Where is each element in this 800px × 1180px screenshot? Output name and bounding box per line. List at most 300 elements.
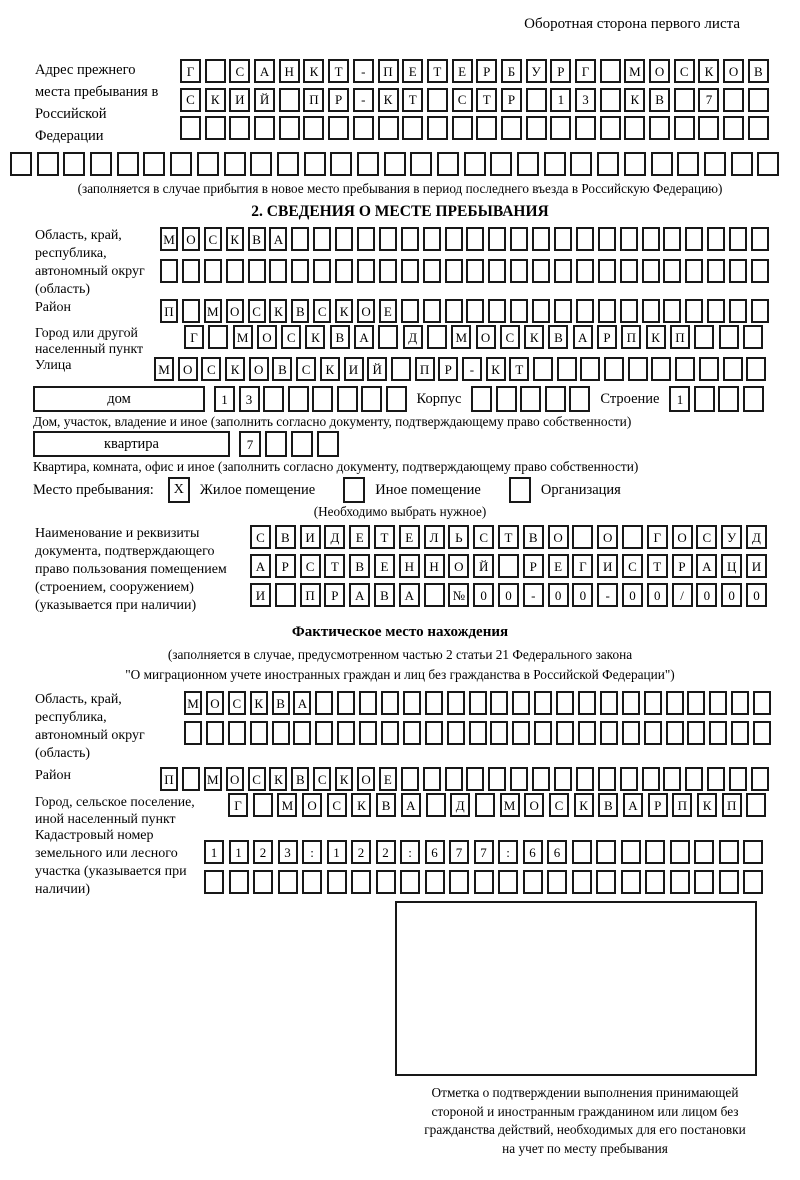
char-cell[interactable]: Т [328, 59, 349, 83]
char-cell[interactable]: Д [450, 793, 470, 817]
char-cell[interactable] [743, 870, 763, 894]
char-cell[interactable] [427, 325, 447, 349]
char-cell[interactable]: П [672, 793, 692, 817]
char-cell[interactable]: А [401, 793, 421, 817]
char-cell[interactable] [723, 88, 744, 112]
char-cell[interactable] [604, 357, 624, 381]
char-cell[interactable] [490, 721, 508, 745]
char-cell[interactable]: Т [427, 59, 448, 83]
char-cell[interactable] [337, 691, 355, 715]
char-cell[interactable]: С [313, 299, 331, 323]
char-cell[interactable] [731, 721, 749, 745]
char-cell[interactable]: 0 [721, 583, 742, 607]
char-cell[interactable] [498, 554, 519, 578]
char-cell[interactable] [526, 116, 547, 140]
char-cell[interactable]: С [473, 525, 494, 549]
char-cell[interactable]: В [248, 227, 266, 251]
residence-checkbox-zhiloe[interactable]: X [168, 477, 190, 503]
char-cell[interactable]: - [597, 583, 618, 607]
char-cell[interactable] [554, 227, 572, 251]
char-cell[interactable] [357, 227, 375, 251]
char-cell[interactable] [401, 259, 419, 283]
char-cell[interactable]: Т [509, 357, 529, 381]
char-cell[interactable]: Р [275, 554, 296, 578]
char-cell[interactable]: П [160, 299, 178, 323]
char-cell[interactable]: С [180, 88, 201, 112]
char-cell[interactable] [569, 386, 590, 412]
char-cell[interactable]: У [721, 525, 742, 549]
char-cell[interactable]: Р [672, 554, 693, 578]
char-cell[interactable]: О [723, 59, 744, 83]
char-cell[interactable] [743, 325, 763, 349]
char-cell[interactable] [751, 767, 769, 791]
char-cell[interactable]: К [250, 691, 268, 715]
char-cell[interactable] [253, 793, 273, 817]
char-cell[interactable] [694, 325, 714, 349]
char-cell[interactable] [677, 152, 699, 176]
char-cell[interactable] [532, 227, 550, 251]
char-cell[interactable] [361, 386, 382, 412]
char-cell[interactable] [598, 299, 616, 323]
char-cell[interactable] [427, 116, 448, 140]
char-cell[interactable]: О [257, 325, 277, 349]
char-cell[interactable] [288, 386, 309, 412]
char-cell[interactable]: С [674, 59, 695, 83]
char-cell[interactable]: С [228, 691, 246, 715]
char-cell[interactable]: Е [379, 767, 397, 791]
char-cell[interactable] [731, 152, 753, 176]
char-cell[interactable] [598, 767, 616, 791]
char-cell[interactable] [554, 259, 572, 283]
char-cell[interactable]: 2 [376, 840, 396, 864]
char-cell[interactable] [117, 152, 139, 176]
char-cell[interactable] [330, 152, 352, 176]
char-cell[interactable]: В [374, 583, 395, 607]
char-cell[interactable] [532, 299, 550, 323]
char-cell[interactable] [719, 325, 739, 349]
char-cell[interactable]: 7 [449, 840, 469, 864]
char-cell[interactable]: С [327, 793, 347, 817]
char-cell[interactable] [685, 259, 703, 283]
char-cell[interactable]: С [296, 357, 316, 381]
char-cell[interactable] [649, 116, 670, 140]
char-cell[interactable] [729, 767, 747, 791]
char-cell[interactable]: М [451, 325, 471, 349]
char-cell[interactable] [707, 227, 725, 251]
char-cell[interactable] [694, 840, 714, 864]
char-cell[interactable]: С [696, 525, 717, 549]
char-cell[interactable] [182, 299, 200, 323]
char-cell[interactable] [250, 152, 272, 176]
char-cell[interactable]: К [226, 227, 244, 251]
char-cell[interactable]: О [357, 767, 375, 791]
char-cell[interactable] [510, 227, 528, 251]
char-cell[interactable] [666, 691, 684, 715]
char-cell[interactable] [384, 152, 406, 176]
char-cell[interactable] [523, 870, 543, 894]
char-cell[interactable] [312, 386, 333, 412]
char-cell[interactable] [545, 386, 566, 412]
char-cell[interactable]: Б [501, 59, 522, 83]
char-cell[interactable]: Е [399, 525, 420, 549]
char-cell[interactable]: К [269, 299, 287, 323]
char-cell[interactable] [466, 299, 484, 323]
char-cell[interactable]: 1 [327, 840, 347, 864]
char-cell[interactable]: В [291, 299, 309, 323]
char-cell[interactable] [182, 767, 200, 791]
char-cell[interactable] [597, 152, 619, 176]
char-cell[interactable] [663, 227, 681, 251]
char-cell[interactable]: С [313, 767, 331, 791]
char-cell[interactable] [423, 767, 441, 791]
char-cell[interactable]: П [303, 88, 324, 112]
residence-checkbox-inoe[interactable] [343, 477, 365, 503]
char-cell[interactable] [278, 870, 298, 894]
char-cell[interactable] [576, 259, 594, 283]
char-cell[interactable] [437, 152, 459, 176]
char-cell[interactable]: В [272, 357, 292, 381]
char-cell[interactable]: С [500, 325, 520, 349]
char-cell[interactable] [452, 116, 473, 140]
char-cell[interactable] [719, 870, 739, 894]
char-cell[interactable] [445, 259, 463, 283]
char-cell[interactable] [753, 721, 771, 745]
char-cell[interactable] [501, 116, 522, 140]
char-cell[interactable]: О [524, 793, 544, 817]
char-cell[interactable] [651, 357, 671, 381]
char-cell[interactable] [600, 691, 618, 715]
char-cell[interactable] [729, 259, 747, 283]
char-cell[interactable]: : [302, 840, 322, 864]
char-cell[interactable] [423, 227, 441, 251]
char-cell[interactable] [476, 116, 497, 140]
char-cell[interactable]: 7 [474, 840, 494, 864]
char-cell[interactable] [578, 691, 596, 715]
char-cell[interactable]: Е [349, 525, 370, 549]
char-cell[interactable]: И [300, 525, 321, 549]
char-cell[interactable]: А [399, 583, 420, 607]
char-cell[interactable]: О [448, 554, 469, 578]
char-cell[interactable]: С [452, 88, 473, 112]
char-cell[interactable] [723, 116, 744, 140]
char-cell[interactable] [709, 691, 727, 715]
char-cell[interactable] [229, 870, 249, 894]
char-cell[interactable] [423, 259, 441, 283]
char-cell[interactable] [423, 299, 441, 323]
char-cell[interactable] [182, 259, 200, 283]
char-cell[interactable]: К [574, 793, 594, 817]
char-cell[interactable] [642, 767, 660, 791]
char-cell[interactable]: Р [438, 357, 458, 381]
char-cell[interactable]: А [354, 325, 374, 349]
char-cell[interactable] [572, 525, 593, 549]
char-cell[interactable]: - [353, 88, 374, 112]
char-cell[interactable]: - [353, 59, 374, 83]
char-cell[interactable]: О [206, 691, 224, 715]
char-cell[interactable]: К [305, 325, 325, 349]
char-cell[interactable]: Е [379, 299, 397, 323]
char-cell[interactable] [550, 116, 571, 140]
char-cell[interactable]: : [400, 840, 420, 864]
char-cell[interactable] [206, 721, 224, 745]
char-cell[interactable]: П [378, 59, 399, 83]
char-cell[interactable] [554, 767, 572, 791]
char-cell[interactable]: Р [328, 88, 349, 112]
char-cell[interactable] [624, 116, 645, 140]
char-cell[interactable] [143, 152, 165, 176]
char-cell[interactable]: 0 [498, 583, 519, 607]
char-cell[interactable]: К [351, 793, 371, 817]
char-cell[interactable] [628, 357, 648, 381]
char-cell[interactable] [556, 691, 574, 715]
char-cell[interactable]: К [697, 793, 717, 817]
char-cell[interactable] [746, 793, 766, 817]
char-cell[interactable]: - [523, 583, 544, 607]
char-cell[interactable]: С [300, 554, 321, 578]
char-cell[interactable]: : [498, 840, 518, 864]
char-cell[interactable]: И [597, 554, 618, 578]
char-cell[interactable] [335, 259, 353, 283]
char-cell[interactable] [554, 299, 572, 323]
char-cell[interactable]: С [549, 793, 569, 817]
char-cell[interactable]: 0 [622, 583, 643, 607]
char-cell[interactable]: 2 [351, 840, 371, 864]
char-cell[interactable]: О [178, 357, 198, 381]
char-cell[interactable] [205, 116, 226, 140]
char-cell[interactable]: Г [572, 554, 593, 578]
char-cell[interactable] [743, 386, 764, 412]
char-cell[interactable] [510, 767, 528, 791]
char-cell[interactable] [391, 357, 411, 381]
char-cell[interactable] [403, 691, 421, 715]
char-cell[interactable]: М [277, 793, 297, 817]
char-cell[interactable]: Ь [448, 525, 469, 549]
char-cell[interactable] [475, 793, 495, 817]
char-cell[interactable] [425, 870, 445, 894]
char-cell[interactable]: 1 [550, 88, 571, 112]
char-cell[interactable]: Г [180, 59, 201, 83]
char-cell[interactable]: / [672, 583, 693, 607]
char-cell[interactable]: 0 [746, 583, 767, 607]
char-cell[interactable]: Т [324, 554, 345, 578]
char-cell[interactable] [303, 116, 324, 140]
char-cell[interactable]: Е [374, 554, 395, 578]
char-cell[interactable] [576, 767, 594, 791]
char-cell[interactable]: Н [399, 554, 420, 578]
char-cell[interactable]: Г [184, 325, 204, 349]
char-cell[interactable]: 3 [278, 840, 298, 864]
char-cell[interactable]: Р [476, 59, 497, 83]
char-cell[interactable]: 7 [698, 88, 719, 112]
char-cell[interactable] [600, 88, 621, 112]
char-cell[interactable] [410, 152, 432, 176]
char-cell[interactable]: М [500, 793, 520, 817]
char-cell[interactable] [751, 299, 769, 323]
char-cell[interactable]: В [272, 691, 290, 715]
char-cell[interactable] [596, 870, 616, 894]
char-cell[interactable]: И [229, 88, 250, 112]
char-cell[interactable] [263, 386, 284, 412]
char-cell[interactable] [469, 721, 487, 745]
char-cell[interactable] [757, 152, 779, 176]
char-cell[interactable]: М [160, 227, 178, 251]
char-cell[interactable]: К [225, 357, 245, 381]
char-cell[interactable] [663, 259, 681, 283]
char-cell[interactable] [170, 152, 192, 176]
char-cell[interactable]: Л [424, 525, 445, 549]
char-cell[interactable]: 3 [239, 386, 260, 412]
char-cell[interactable]: В [548, 325, 568, 349]
char-cell[interactable]: А [293, 691, 311, 715]
char-cell[interactable]: 6 [547, 840, 567, 864]
char-cell[interactable] [544, 152, 566, 176]
char-cell[interactable] [379, 227, 397, 251]
house-type-box[interactable]: дом [33, 386, 205, 412]
char-cell[interactable] [224, 152, 246, 176]
char-cell[interactable] [400, 870, 420, 894]
char-cell[interactable] [425, 721, 443, 745]
char-cell[interactable] [265, 431, 287, 457]
char-cell[interactable]: О [597, 525, 618, 549]
char-cell[interactable] [272, 721, 290, 745]
char-cell[interactable] [229, 116, 250, 140]
char-cell[interactable]: 1 [204, 840, 224, 864]
char-cell[interactable] [620, 227, 638, 251]
char-cell[interactable] [707, 299, 725, 323]
char-cell[interactable] [512, 691, 530, 715]
char-cell[interactable] [685, 227, 703, 251]
char-cell[interactable] [694, 386, 715, 412]
char-cell[interactable] [556, 721, 574, 745]
char-cell[interactable] [694, 870, 714, 894]
char-cell[interactable] [205, 59, 226, 83]
char-cell[interactable] [376, 870, 396, 894]
char-cell[interactable]: П [160, 767, 178, 791]
char-cell[interactable] [269, 259, 287, 283]
char-cell[interactable] [598, 259, 616, 283]
char-cell[interactable]: Н [279, 59, 300, 83]
char-cell[interactable] [520, 386, 541, 412]
char-cell[interactable]: - [462, 357, 482, 381]
char-cell[interactable]: Ц [721, 554, 742, 578]
char-cell[interactable]: О [672, 525, 693, 549]
char-cell[interactable]: К [269, 767, 287, 791]
char-cell[interactable] [572, 870, 592, 894]
char-cell[interactable]: О [249, 357, 269, 381]
char-cell[interactable]: О [226, 299, 244, 323]
char-cell[interactable] [666, 721, 684, 745]
char-cell[interactable]: Т [374, 525, 395, 549]
char-cell[interactable]: Р [324, 583, 345, 607]
char-cell[interactable] [315, 721, 333, 745]
char-cell[interactable] [471, 386, 492, 412]
char-cell[interactable] [576, 299, 594, 323]
char-cell[interactable] [449, 870, 469, 894]
char-cell[interactable] [304, 152, 326, 176]
char-cell[interactable] [378, 325, 398, 349]
char-cell[interactable]: К [524, 325, 544, 349]
char-cell[interactable]: Е [452, 59, 473, 83]
char-cell[interactable] [748, 88, 769, 112]
char-cell[interactable] [63, 152, 85, 176]
char-cell[interactable] [729, 227, 747, 251]
char-cell[interactable] [228, 721, 246, 745]
char-cell[interactable] [180, 116, 201, 140]
char-cell[interactable] [90, 152, 112, 176]
char-cell[interactable]: 0 [473, 583, 494, 607]
char-cell[interactable] [378, 116, 399, 140]
char-cell[interactable] [401, 227, 419, 251]
char-cell[interactable] [302, 870, 322, 894]
char-cell[interactable] [469, 691, 487, 715]
char-cell[interactable]: Т [402, 88, 423, 112]
char-cell[interactable]: М [154, 357, 174, 381]
char-cell[interactable] [707, 259, 725, 283]
char-cell[interactable]: К [698, 59, 719, 83]
char-cell[interactable] [160, 259, 178, 283]
char-cell[interactable]: 6 [523, 840, 543, 864]
char-cell[interactable]: М [184, 691, 202, 715]
char-cell[interactable]: 1 [669, 386, 690, 412]
char-cell[interactable] [699, 357, 719, 381]
apartment-type-box[interactable]: квартира [33, 431, 230, 457]
char-cell[interactable] [466, 767, 484, 791]
char-cell[interactable] [596, 840, 616, 864]
char-cell[interactable]: Т [498, 525, 519, 549]
char-cell[interactable]: А [250, 554, 271, 578]
char-cell[interactable]: 3 [575, 88, 596, 112]
char-cell[interactable]: Г [228, 793, 248, 817]
char-cell[interactable] [208, 325, 228, 349]
char-cell[interactable]: А [269, 227, 287, 251]
char-cell[interactable]: О [357, 299, 375, 323]
char-cell[interactable] [670, 870, 690, 894]
char-cell[interactable] [645, 840, 665, 864]
char-cell[interactable] [580, 357, 600, 381]
char-cell[interactable] [753, 691, 771, 715]
char-cell[interactable] [644, 691, 662, 715]
char-cell[interactable]: Д [403, 325, 423, 349]
char-cell[interactable] [279, 116, 300, 140]
char-cell[interactable] [184, 721, 202, 745]
char-cell[interactable]: Р [648, 793, 668, 817]
char-cell[interactable] [621, 840, 641, 864]
char-cell[interactable]: В [523, 525, 544, 549]
char-cell[interactable] [729, 299, 747, 323]
char-cell[interactable]: Р [501, 88, 522, 112]
char-cell[interactable] [317, 431, 339, 457]
char-cell[interactable] [687, 721, 705, 745]
char-cell[interactable] [291, 431, 313, 457]
char-cell[interactable]: О [182, 227, 200, 251]
char-cell[interactable] [248, 259, 266, 283]
char-cell[interactable]: У [526, 59, 547, 83]
char-cell[interactable] [313, 259, 331, 283]
char-cell[interactable] [379, 259, 397, 283]
char-cell[interactable] [663, 299, 681, 323]
char-cell[interactable]: В [349, 554, 370, 578]
char-cell[interactable] [498, 870, 518, 894]
char-cell[interactable]: С [622, 554, 643, 578]
char-cell[interactable]: О [476, 325, 496, 349]
char-cell[interactable] [445, 299, 463, 323]
char-cell[interactable] [426, 793, 446, 817]
char-cell[interactable]: Й [473, 554, 494, 578]
char-cell[interactable]: Е [402, 59, 423, 83]
char-cell[interactable] [576, 227, 594, 251]
char-cell[interactable] [425, 691, 443, 715]
char-cell[interactable] [337, 721, 355, 745]
